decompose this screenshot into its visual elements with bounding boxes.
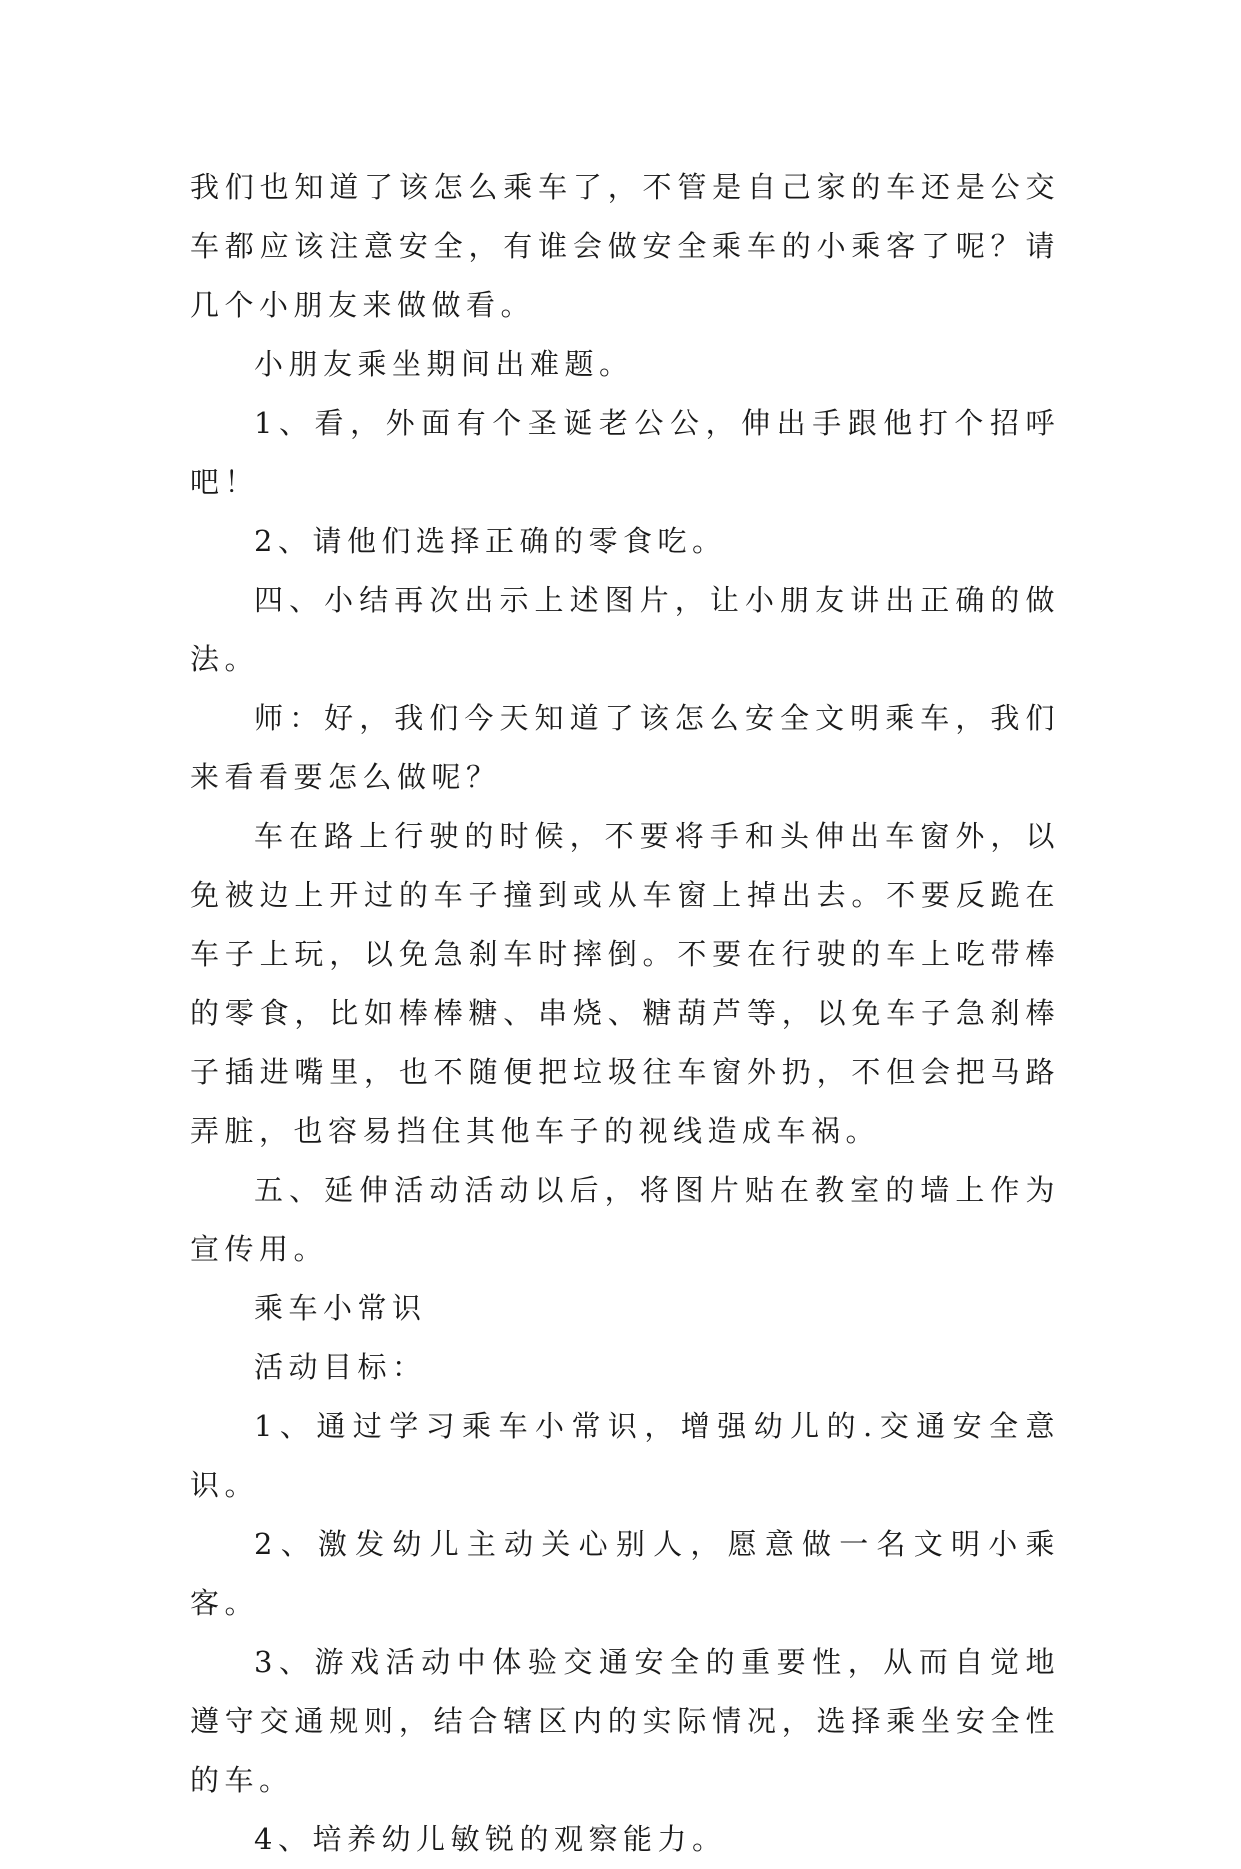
paragraph-5: 四、小结再次出示上述图片，让小朋友讲出正确的做法。 [190,583,1060,676]
paragraph-1: 我们也知道了该怎么乘车了，不管是自己家的车还是公交车都应该注意安全，有谁会做安全乘车的小乘客了呢？请几个小朋友来做做看。 [190,170,1060,322]
paragraph-8: 五、延伸活动活动以后，将图片贴在教室的墙上作为宣传用。 [190,1173,1060,1266]
paragraph-7: 车在路上行驶的时候，不要将手和头伸出车窗外，以免被边上开过的车子撞到或从车窗上掉出去。不要反跪在车子上玩，以免急刹车时摔倒。不要在行驶的车上吃带棒的零食，比如棒棒糖、串烧、糖葫芦等，以免车子急刹棒子插进嘴里，也不随便把垃圾往车窗外扔，不但会把马路弄脏，也容易挡住其他车子的视线造成车祸。 [190,819,1060,1148]
objective-2: 2、激发幼儿主动关心别人，愿意做一名文明小乘客。 [190,1527,1060,1620]
objectives-heading: 活动目标： [254,1350,427,1384]
paragraph-2: 小朋友乘坐期间出难题。 [254,347,634,381]
paragraph-6: 师：好，我们今天知道了该怎么安全文明乘车，我们来看看要怎么做呢？ [190,701,1060,794]
objective-4: 4、培养幼儿敏锐的观察能力。 [254,1822,727,1856]
objective-3: 3、游戏活动中体验交通安全的重要性，从而自觉地遵守交通规则，结合辖区内的实际情况，选择乘坐安全性的车。 [190,1645,1060,1797]
paragraph-4: 2、请他们选择正确的零食吃。 [254,524,727,558]
section-heading: 乘车小常识 [254,1291,427,1325]
objective-1: 1、通过学习乘车小常识，增强幼儿的.交通安全意识。 [190,1409,1060,1502]
paragraph-3: 1、看，外面有个圣诞老公公，伸出手跟他打个招呼吧！ [190,406,1060,499]
document-body [190,158,1060,1869]
